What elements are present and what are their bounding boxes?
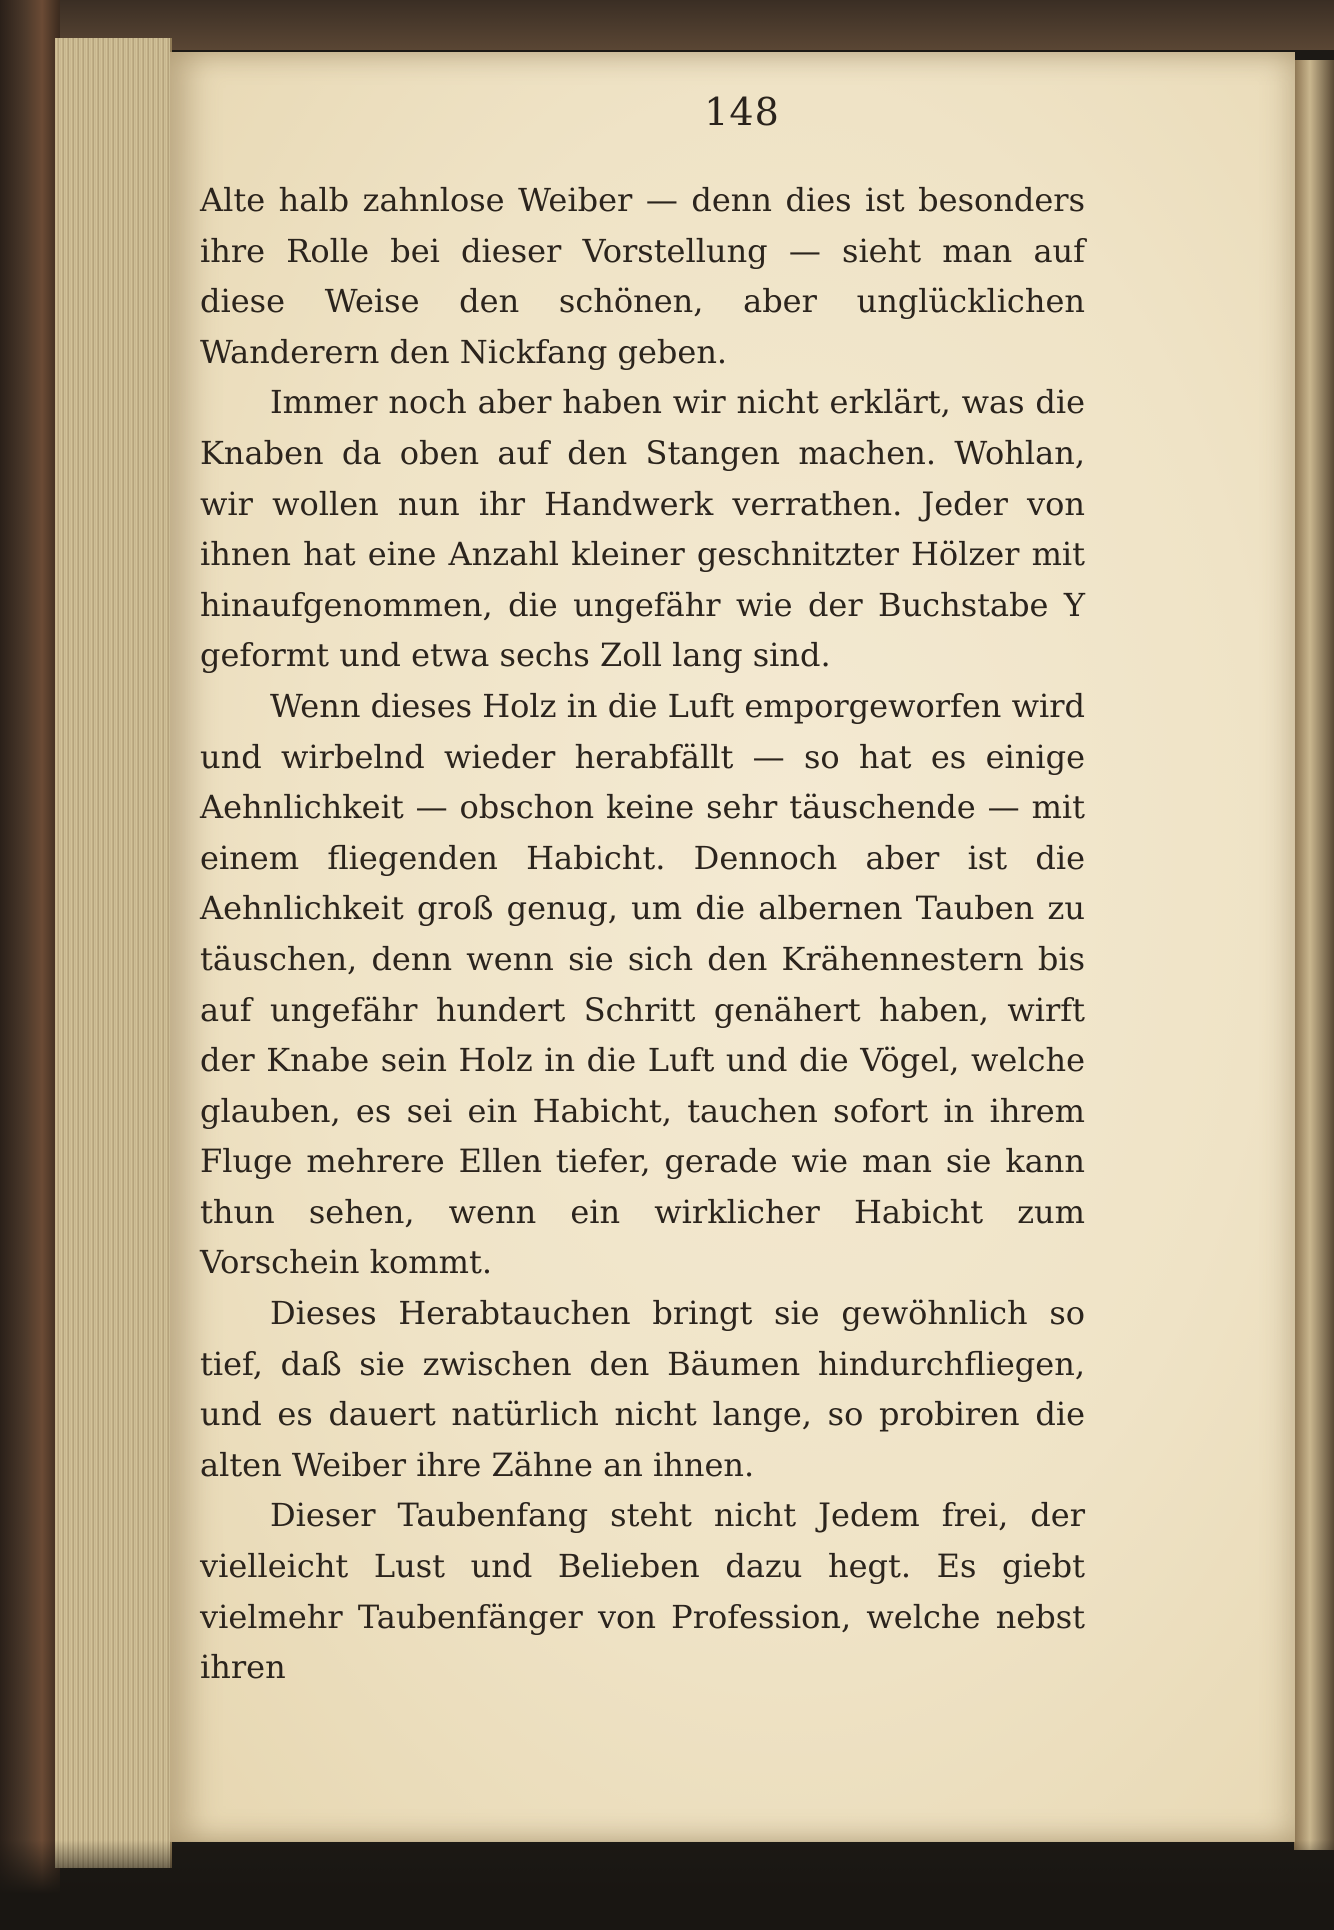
facing-page-edge bbox=[1294, 60, 1334, 1850]
paragraph-5: Dieser Taubenfang steht nicht Jedem frei, der vielleicht Lust und Belieben dazu hegt. Es giebt vielmehr Taubenfänger von Profession, welche nebst ihren bbox=[200, 1496, 1085, 1687]
page-edges bbox=[55, 38, 172, 1868]
scan-bottom-shadow bbox=[0, 1840, 1334, 1930]
book-spine bbox=[0, 0, 60, 1930]
page-number: 148 bbox=[704, 90, 780, 134]
paragraph-1: Alte halb zahnlose Weiber — denn dies ist besonders ihre Rolle bei dieser Vorstellung — sieht man auf diese Weise den schönen, aber unglücklichen Wanderern den Nickfang geben. bbox=[200, 181, 1085, 371]
paragraph-3: Wenn dieses Holz in die Luft emporgeworfen wird und wirbelnd wieder herabfällt — so hat es einige Aehnlichkeit — obschon keine sehr täuschende — mit einem fliegenden Habicht. Dennoch aber ist die Aehnlichkeit groß genug, um die albernen Tauben zu täuschen, denn wenn sie sich den Krähennestern bis auf ungefähr hundert Schritt genähert haben, wirft der Knabe sein Holz in die Luft und die Vögel, welche glauben, es sei ein Habicht, tauchen sofort in ihrem Fluge mehrere Ellen tiefer, gerade wie man sie kann thun sehen, wenn ein wirklicher Habicht zum Vorschein kommt. bbox=[200, 686, 1085, 1282]
paragraph-2: Immer noch aber haben wir nicht erklärt, was die Knaben da oben auf den Stangen machen. Wohlan, wir wollen nun ihr Handwerk verrathen. Jeder von ihnen hat eine Anzahl kleiner geschnitzter Hölzer mit hinaufgenommen, die ungefähr wie der Buchstabe Y geformt und etwa sechs Zoll lang sind. bbox=[200, 383, 1085, 675]
body-text bbox=[200, 175, 1085, 1693]
book-cover-top bbox=[40, 0, 1334, 50]
paragraph-4: Dieses Herabtauchen bringt sie gewöhnlich so tief, daß sie zwischen den Bäumen hindurchfliegen, und es dauert natürlich nicht lange, so probiren die alten Weiber ihre Zähne an ihnen. bbox=[200, 1294, 1085, 1484]
